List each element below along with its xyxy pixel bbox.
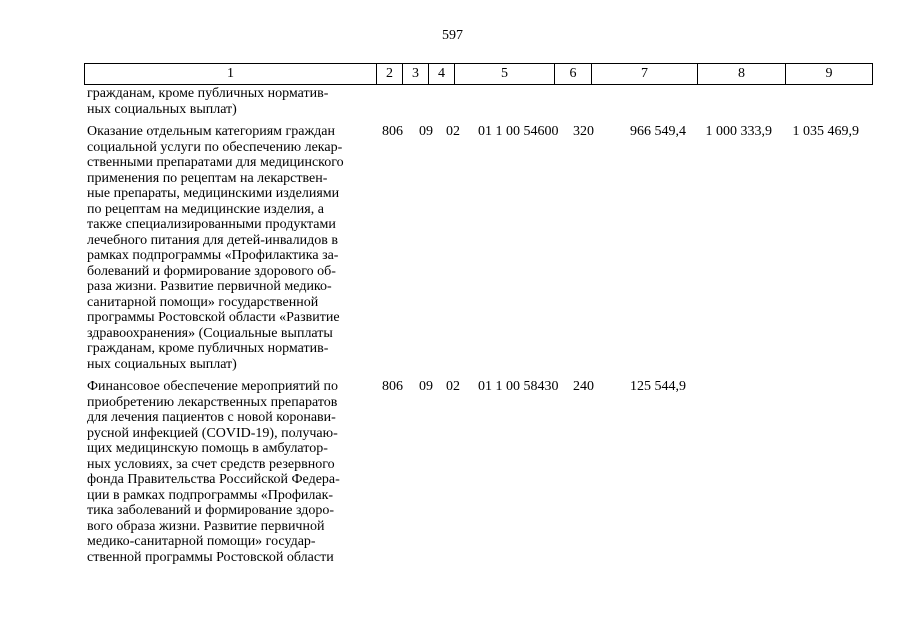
description-line: для лечения пациентов с новой коронави- <box>87 410 336 425</box>
description-line: болеваний и формирование здорового об- <box>87 263 336 279</box>
description-line: применения по рецептам на лекарствен- <box>87 170 328 186</box>
subsection-code: 02 <box>446 379 460 394</box>
description-line: лечебного питания для детей-инвалидов в <box>87 232 338 248</box>
expense-type-code: 320 <box>573 124 594 139</box>
description-line: раза жизни. Развитие первичной медико- <box>87 279 332 294</box>
description-line: ных социальных выплат) <box>87 101 237 117</box>
description-line: также специализированными продуктами <box>87 217 336 232</box>
description-line: приобретению лекарственных препаратов <box>87 394 338 410</box>
description-line: ственными препаратами для медицинского <box>87 155 344 170</box>
column-header-3: 3 <box>403 64 429 85</box>
amount-year-1: 966 549,4 <box>630 124 686 139</box>
description-line: ции в рамках подпрограммы «Профилак- <box>87 487 334 503</box>
target-article-code: 01 1 00 58430 <box>478 379 559 394</box>
amount-year-1: 125 544,9 <box>630 379 686 394</box>
description-line: ственной программы Ростовской области <box>87 549 334 565</box>
description-line: ных условиях, за счет средств резервного <box>87 456 335 472</box>
target-article-code: 01 1 00 54600 <box>478 124 559 139</box>
column-header-8: 8 <box>698 64 786 85</box>
column-header-2: 2 <box>377 64 403 85</box>
amount-year-3: 1 035 469,9 <box>792 124 859 139</box>
description-line: по рецептам на медицинские изделия, а <box>87 201 324 217</box>
column-header-9: 9 <box>786 64 873 85</box>
department-code: 806 <box>382 379 403 394</box>
row-description <box>87 86 371 117</box>
row-description <box>87 124 371 372</box>
description-line: вого образа жизни. Развитие первичной <box>87 518 325 534</box>
description-line: гражданам, кроме публичных норматив- <box>87 86 329 101</box>
description-line: фонда Правительства Российской Федера- <box>87 472 340 487</box>
description-line: программы Ростовской области «Развитие <box>87 310 340 325</box>
department-code: 806 <box>382 124 403 139</box>
description-line: ных социальных выплат) <box>87 356 237 372</box>
page-number: 597 <box>442 28 463 43</box>
column-header-7: 7 <box>592 64 698 85</box>
column-header-table <box>84 63 873 85</box>
description-line: щих медицинскую помощь в амбулатор- <box>87 441 328 456</box>
description-line: ные препараты, медицинскими изделиями <box>87 186 340 201</box>
description-line: социальной услуги по обеспечению лекар- <box>87 139 343 155</box>
column-header-4: 4 <box>429 64 455 85</box>
description-line: гражданам, кроме публичных норматив- <box>87 341 329 356</box>
column-header-6: 6 <box>555 64 592 85</box>
amount-year-2: 1 000 333,9 <box>705 124 772 139</box>
section-code: 09 <box>419 124 433 139</box>
column-header-row <box>85 64 873 85</box>
description-line: санитарной помощи» государственной <box>87 294 319 310</box>
description-line: Оказание отдельным категориям граждан <box>87 124 335 139</box>
description-line: рамках подпрограммы «Профилактика за- <box>87 248 339 263</box>
description-line: русной инфекцией (COVID-19), получаю- <box>87 425 338 441</box>
description-line: здравоохранения» (Социальные выплаты <box>87 325 333 341</box>
description-line: тика заболеваний и формирование здоро- <box>87 503 335 518</box>
description-line: Финансовое обеспечение мероприятий по <box>87 379 338 394</box>
column-header-5: 5 <box>455 64 555 85</box>
description-line: медико-санитарной помощи» государ- <box>87 534 316 549</box>
section-code: 09 <box>419 379 433 394</box>
subsection-code: 02 <box>446 124 460 139</box>
column-header-1: 1 <box>85 64 377 85</box>
expense-type-code: 240 <box>573 379 594 394</box>
row-description <box>87 379 371 565</box>
